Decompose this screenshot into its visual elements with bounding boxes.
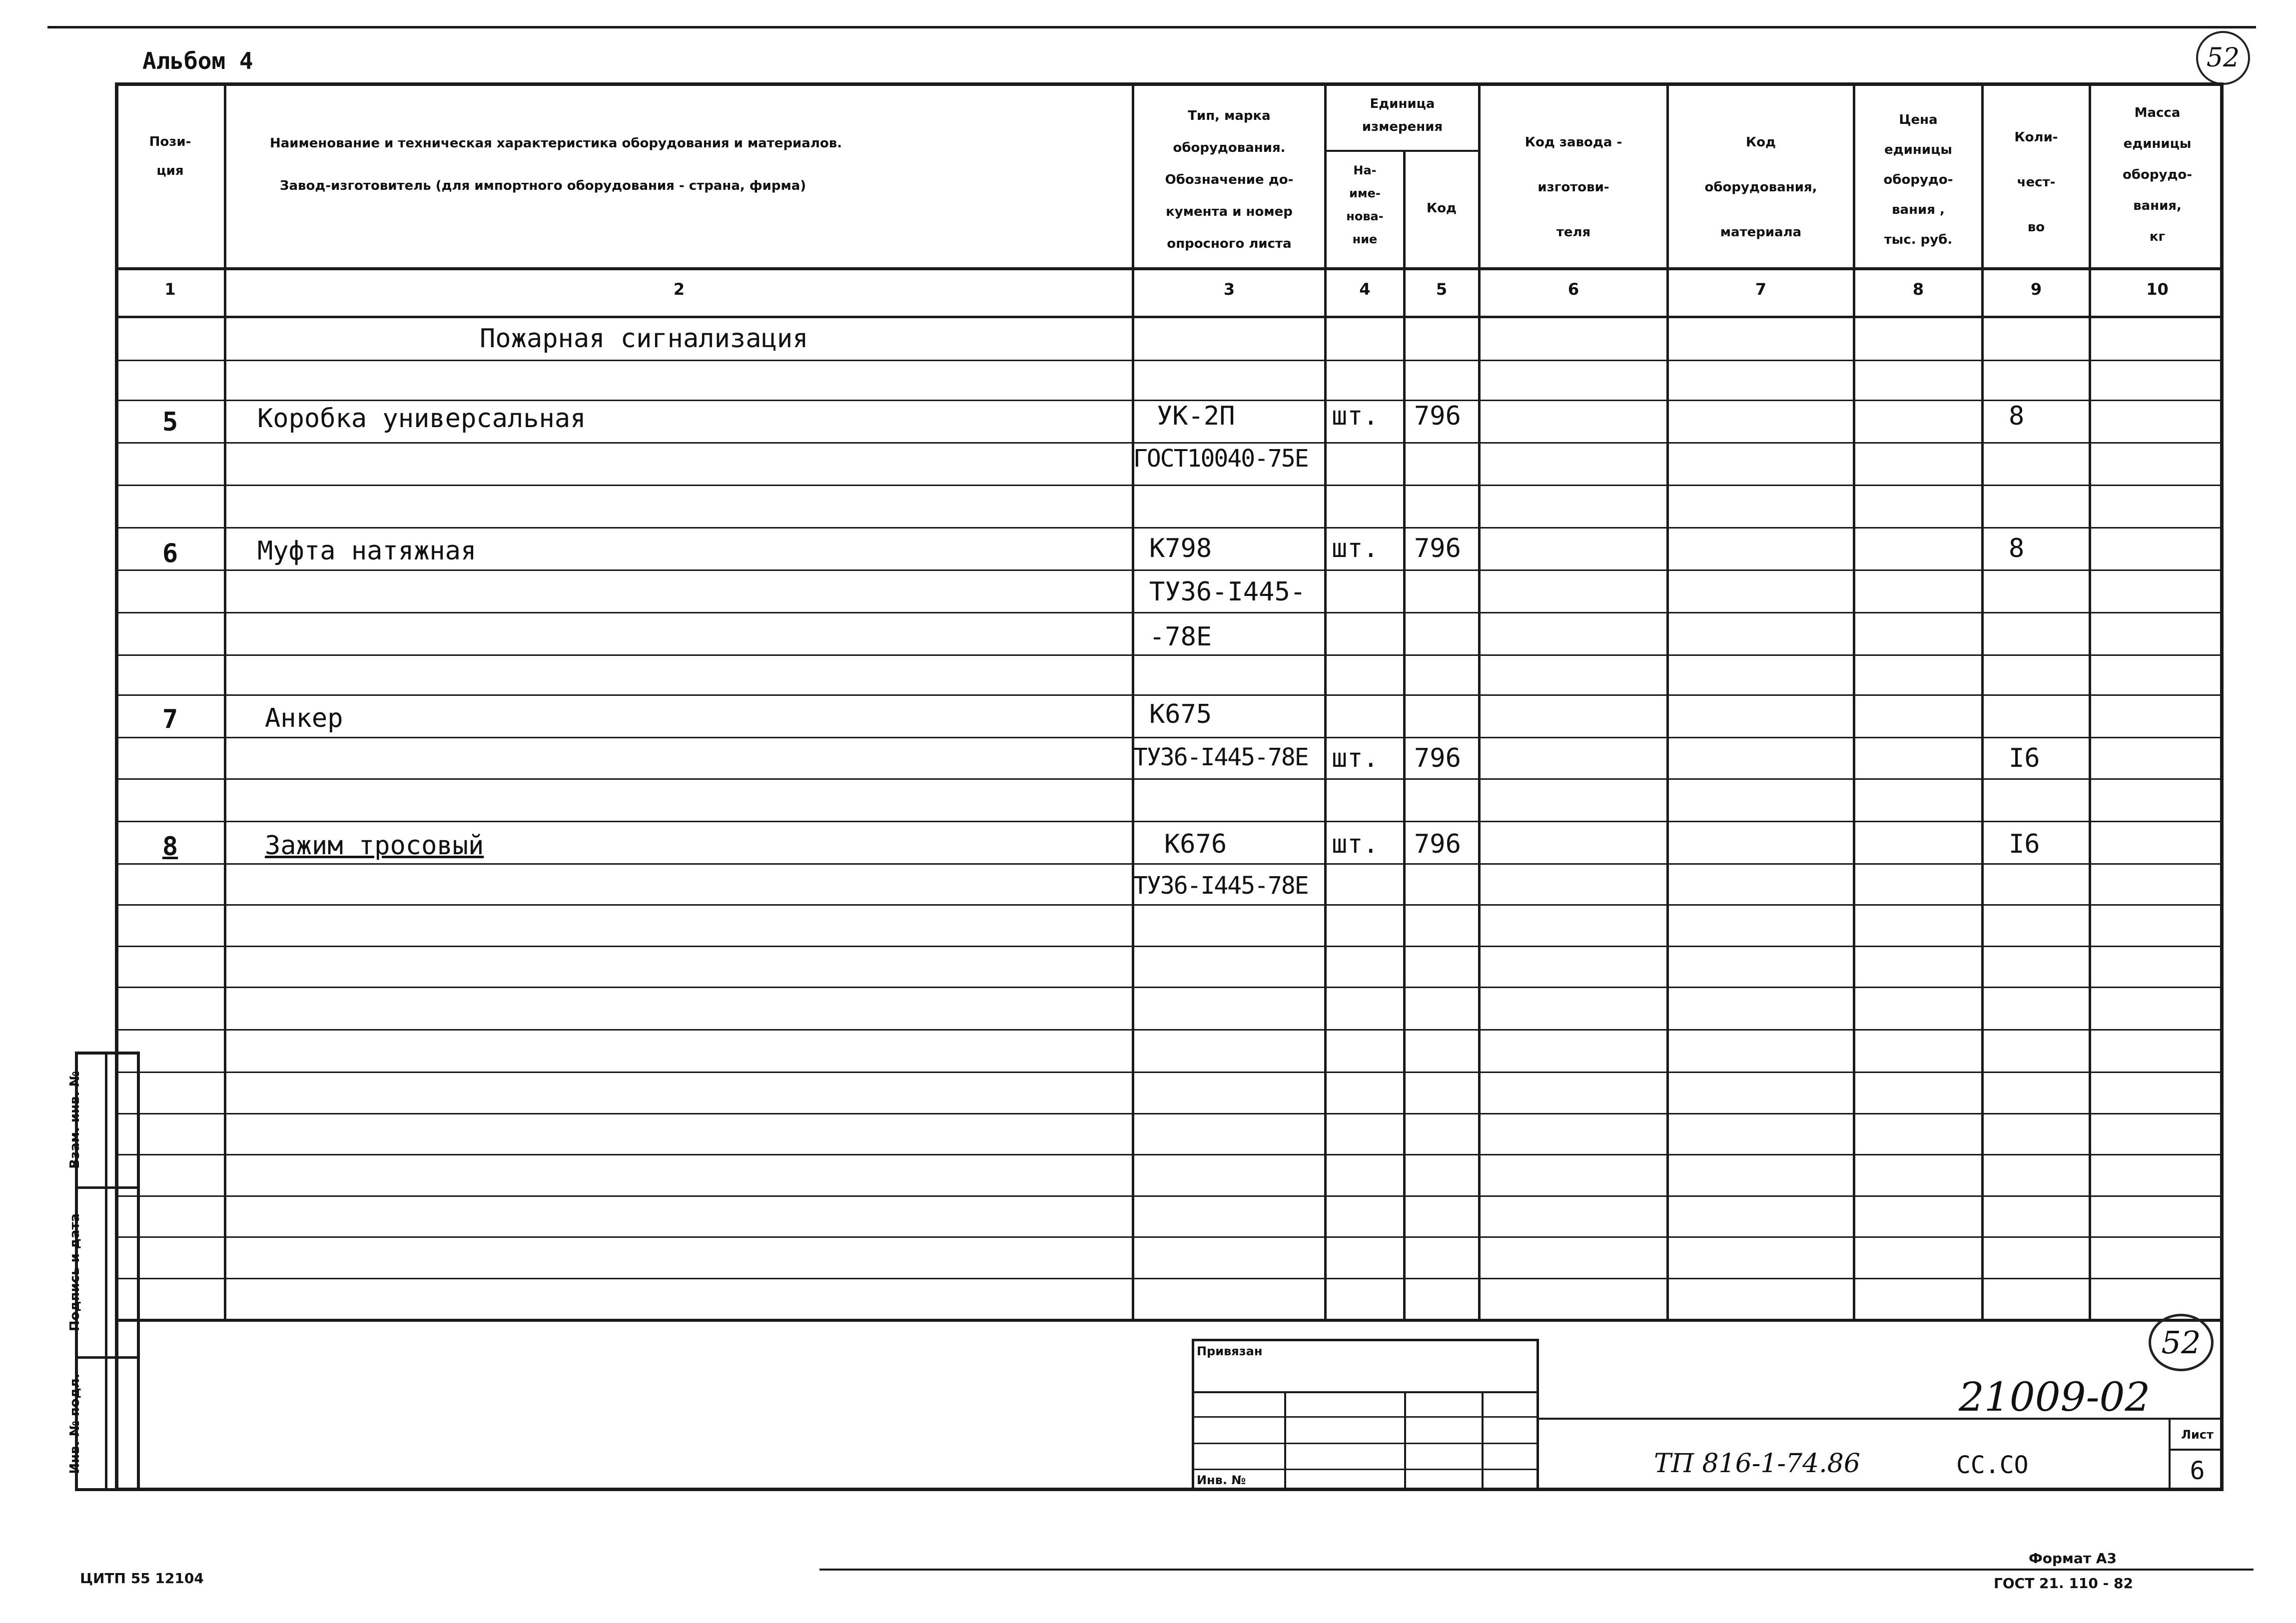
page-number-circle [2196, 31, 2250, 85]
row-position: 7 [162, 704, 178, 734]
row-type: К676 [1164, 829, 1227, 859]
header-col2-line2: Завод-изготовитель (для импортного оборудования - страна, фирма) [280, 178, 806, 193]
column-number: 7 [1755, 280, 1767, 299]
column-number: 6 [1567, 280, 1579, 299]
row-position: 8 [162, 832, 178, 862]
column-number: 8 [1912, 280, 1924, 299]
column-number: 3 [1223, 280, 1235, 299]
row-unit: шт. [1332, 534, 1379, 563]
row-name: Зажим тросовый [265, 831, 484, 861]
attached-label: Привязан [1197, 1344, 1263, 1358]
column-number: 9 [2030, 280, 2042, 299]
album-label: Альбом 4 [142, 47, 253, 74]
column-number: 2 [673, 280, 685, 299]
document-code: СС.СО [1956, 1451, 2029, 1479]
row-quantity: I6 [2009, 829, 2040, 859]
row-type-doc-cont: -78Е [1149, 622, 1212, 652]
side-label-replaced-inv: Взам. инв. № [67, 1071, 82, 1169]
project-number: 21009-02 [1959, 1374, 2151, 1420]
column-number: 1 [164, 280, 176, 299]
sheet-label: Лист [2181, 1428, 2214, 1442]
top-edge-line [47, 26, 2256, 28]
page-number: 52 [2206, 43, 2240, 73]
sheet-number: 6 [2190, 1456, 2205, 1485]
stamp-circle [2149, 1314, 2214, 1371]
row-unit: шт. [1332, 401, 1379, 431]
header-col8: Цена единицы оборудо- вания , тыс. руб. [1883, 112, 1953, 247]
row-quantity: 8 [2009, 401, 2025, 431]
column-number: 4 [1359, 280, 1371, 299]
header-col2-line1: Наименование и техническая характеристика оборудования и материалов. [270, 136, 842, 151]
header-col5: Код [1426, 201, 1457, 216]
row-type-doc: ГОСТ10040-75Е [1133, 445, 1308, 473]
row-type: УК-2П [1157, 401, 1235, 431]
row-unit-code: 796 [1414, 829, 1461, 859]
side-label-signature-date: Подпись и дата [67, 1213, 82, 1332]
row-unit-code: 796 [1414, 743, 1461, 773]
row-quantity: 8 [2009, 534, 2025, 563]
inv-number-label: Инв. № [1197, 1473, 1246, 1487]
row-unit-code: 796 [1414, 401, 1461, 431]
row-name: Коробка универсальная [257, 404, 586, 434]
header-unit-group: Единица измерения [1362, 96, 1443, 134]
row-quantity: I6 [2009, 743, 2040, 773]
header-col4: На- име- нова- ние [1346, 163, 1384, 246]
header-col3: Тип, марка оборудования. Обозначение до- кумента и номер опросного листа [1165, 108, 1294, 251]
row-position: 5 [162, 407, 178, 437]
section-title: Пожарная сигнализация [480, 324, 808, 354]
row-name: Муфта натяжная [257, 536, 477, 566]
row-position: 6 [162, 539, 178, 568]
project-code: ТП 816-1-74.86 [1654, 1449, 1860, 1479]
header-col1: Пози- ция [149, 134, 191, 178]
header-col10: Масса единицы оборудо- вания, кг [2122, 105, 2193, 244]
side-label-original-inv: Инв. № подл. [67, 1373, 82, 1474]
row-unit: шт. [1332, 743, 1379, 773]
row-type-doc: ТУ36-I445-78Е [1133, 743, 1308, 771]
column-number: 10 [2146, 280, 2169, 299]
bottom-edge-line [819, 1569, 2254, 1571]
column-number: 5 [1436, 280, 1448, 299]
row-unit-code: 796 [1414, 534, 1461, 563]
row-type: К798 [1149, 534, 1212, 563]
header-col7: Код оборудования, материала [1704, 135, 1817, 240]
footer-format: Формат А3 [2029, 1550, 2117, 1567]
row-type-doc: ТУ36-I445- [1149, 577, 1306, 607]
footer-gost: ГОСТ 21. 110 - 82 [1994, 1575, 2133, 1592]
header-col9: Коли- чест- во [2014, 130, 2058, 235]
row-type: К675 [1149, 699, 1212, 729]
header-col6: Код завода - изготови- теля [1525, 135, 1622, 240]
footer-publisher: ЦИТП 55 12104 [80, 1570, 204, 1587]
row-type-doc: ТУ36-I445-78Е [1133, 872, 1308, 900]
row-unit: шт. [1332, 829, 1379, 859]
stamp-circle-number: 52 [2161, 1324, 2201, 1361]
row-name: Анкер [265, 703, 343, 733]
